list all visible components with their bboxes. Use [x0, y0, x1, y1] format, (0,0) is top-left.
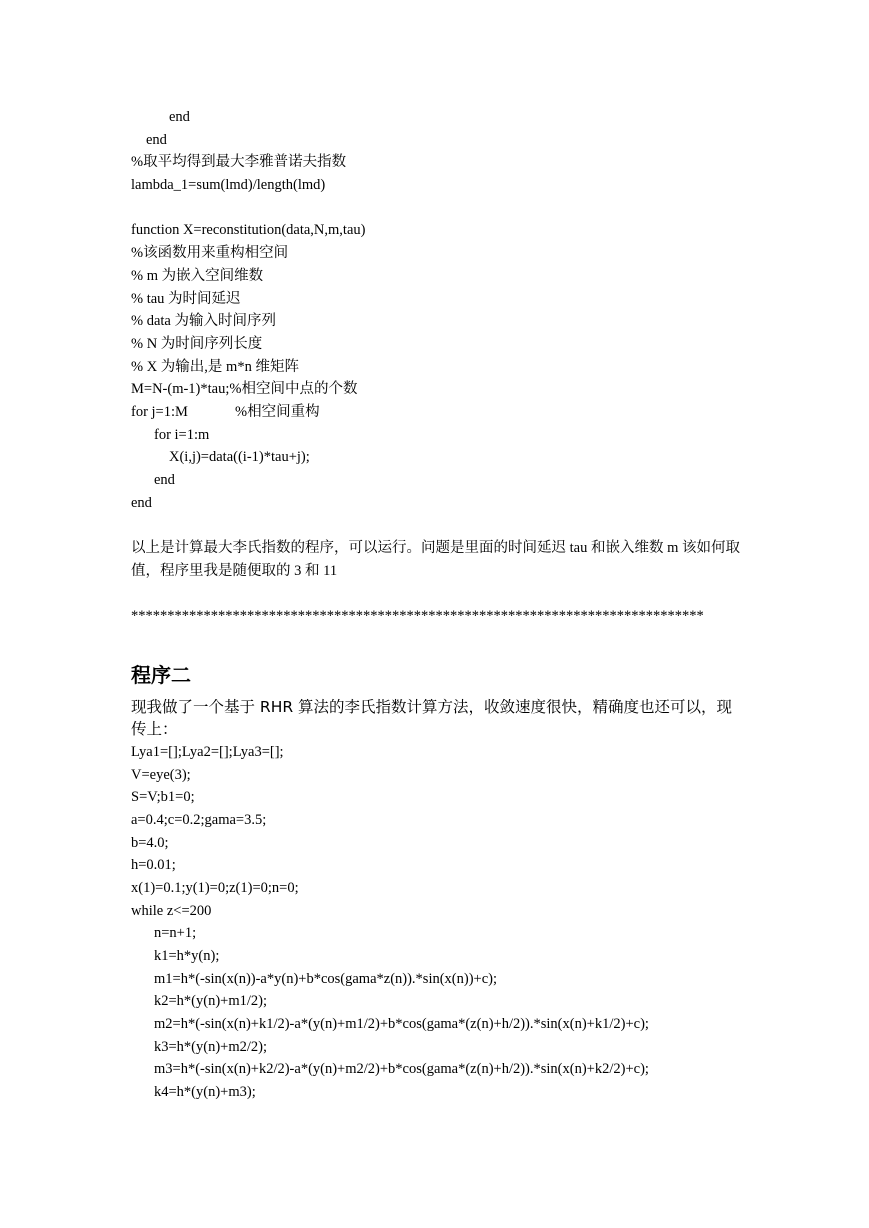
program-one-code-line: M=N-(m-1)*tau;%相空间中点的个数 [131, 381, 358, 398]
separator-stars: ******************************************************************************* [131, 608, 704, 625]
program-two-code-line: m1=h*(-sin(x(n))-a*y(n)+b*cos(gama*z(n)).*sin(x(n))+c); [154, 970, 498, 987]
program-two-code-line: a=0.4;c=0.2;gama=3.5; [131, 811, 267, 828]
program-one-code-line: end [169, 109, 190, 125]
program-one-code-line: end [146, 131, 167, 148]
question-paragraph: 以上是计算最大李氏指数的程序，可以运行。问题是里面的时间延迟 tau 和嵌入维数 m 该如何取值，程序里我是随便取的 3 和 11 [131, 540, 740, 579]
program-one-code-line: lambda_1=sum(lmd)/length(lmd) [131, 177, 326, 194]
program-two-code-line: Lya1=[];Lya2=[];Lya3=[]; [131, 743, 284, 760]
program-two-code-line: k1=h*y(n); [154, 948, 220, 965]
program-two-code-line: k3=h*(y(n)+m2/2); [154, 1038, 268, 1055]
blank-line [131, 514, 751, 537]
section-heading: 程序二 [131, 662, 191, 687]
program-two-code-line: h=0.01; [131, 857, 176, 874]
intro-paragraph: 现我做了一个基于 RHR 算法的李氏指数计算方法，收敛速度很快，精确度也还可以，现传上： [131, 697, 733, 739]
program-one-code-line: X(i,j)=data((i-1)*tau+j); [169, 449, 310, 466]
program-one-code-line: % X 为输出,是 m*n 维矩阵 [131, 358, 299, 375]
program-one-code-line: %取平均得到最大李雅普诺夫指数 [131, 154, 347, 171]
program-two-code-line: V=eye(3); [131, 766, 191, 783]
program-two-code-line: S=V;b1=0; [131, 789, 195, 806]
blank-line [131, 582, 751, 605]
program-one-code-line: for j=1:M %相空间重构 [131, 403, 320, 420]
program-one-code-line: end [131, 494, 152, 511]
program-two-code-line: b=4.0; [131, 834, 169, 851]
program-two-code-line: while z<=200 [131, 902, 212, 919]
program-one-code-line: end [154, 472, 175, 488]
program-two-code-line: m3=h*(-sin(x(n)+k2/2)-a*(y(n)+m2/2)+b*cos(gama*(z(n)+h/2)).*sin(x(n)+k2/2)+c); [154, 1061, 649, 1078]
program-one-code-line [131, 197, 751, 220]
program-two-code-line: m2=h*(-sin(x(n)+k1/2)-a*(y(n)+m1/2)+b*cos(gama*(z(n)+h/2)).*sin(x(n)+k1/2)+c); [154, 1016, 649, 1033]
program-two-code-line: x(1)=0.1;y(1)=0;z(1)=0;n=0; [131, 879, 299, 896]
program-one-code-line: %该函数用来重构相空间 [131, 245, 289, 262]
code-block-program-one [131, 106, 751, 514]
program-one-code-line: % N 为时间序列长度 [131, 335, 263, 352]
program-two-code-line: k4=h*(y(n)+m3); [154, 1084, 256, 1101]
program-one-code-line: % data 为输入时间序列 [131, 313, 276, 330]
program-two-code-line: k2=h*(y(n)+m1/2); [154, 993, 268, 1010]
document-page [131, 106, 751, 1104]
code-block-program-two [131, 741, 751, 1104]
program-one-code-line: % m 为嵌入空间维数 [131, 267, 264, 284]
program-one-code-line: for i=1:m [154, 426, 210, 443]
program-one-code-line: function X=reconstitution(data,N,m,tau) [131, 222, 366, 239]
program-one-code-line: % tau 为时间延迟 [131, 290, 241, 307]
program-two-code-line: n=n+1; [154, 925, 197, 942]
